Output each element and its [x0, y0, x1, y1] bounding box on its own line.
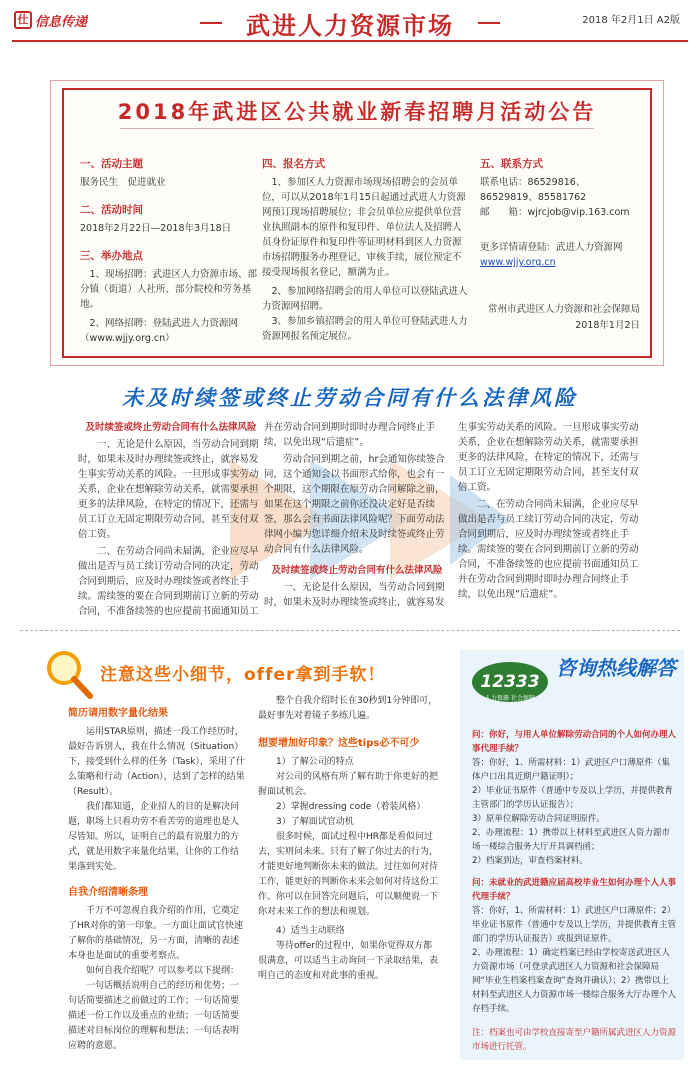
- risk-subheading-1: 及时续签或终止劳动合同有什么法律风险: [85, 422, 257, 433]
- offer-paragraph-5: 一句话概括说明自己的经历和优势；一句话简要描述之前做过的工作；一句话简要描述一份工作以及重点的业绩；一句话简要描述对目标岗位的理解和想法；一句话表明应聘的意愿。: [68, 981, 240, 1051]
- venue-onsite-text: 1、现场招聘：武进区人力资源市场、部分镇（街道）人社所、部分院校和劳务基地。: [80, 269, 258, 310]
- signup-heading: 四、报名方式: [262, 158, 325, 170]
- more-info-label: 更多详情请登陆：武进人力资源网: [480, 242, 623, 253]
- contact-heading: 五、联系方式: [480, 158, 543, 170]
- announcement-column-1: [80, 150, 258, 346]
- contact-phone: 联系电话：86529816、86529819、85581762: [480, 177, 587, 203]
- theme-text: 服务民生 促进就业: [80, 177, 166, 188]
- offer-tip-3: 3）了解面试官动机: [276, 817, 354, 827]
- time-text: 2018年2月22日—2018年3月18日: [80, 223, 232, 234]
- risk-paragraph-1: 一、无论是什么原因，当劳动合同到期时，如果未及时办理续签或终止，就容易发生事实劳动关系的风险。一旦形成事实劳动关系，企业在想解除劳动关系，就需要承担更多的法律风险，在特定的情况下，还需与员工订立无固定期限劳动合同，甚至支付双倍工资。: [78, 439, 259, 540]
- hotline-answer-1-1: 答：你好，1、所需材料：1）武进区户口薄原件（集体户口出具近期户籍证明）；: [472, 758, 670, 782]
- risk-column-3: [458, 420, 644, 604]
- hotline-note: 注：档案也可由学校直接寄至户籍所属武进区人力资源市场进行托管。: [472, 1028, 677, 1052]
- issue-date-page: 2018 年2月1日 A2版: [582, 15, 680, 26]
- hotline-title: 咨询热线解答: [556, 656, 676, 680]
- contact-email: 邮 箱：wjrcjob@vip.163.com: [480, 207, 630, 218]
- offer-heading-intro: 自我介绍清晰条理: [68, 887, 148, 898]
- risk-paragraph-6: 生事实劳动关系的风险。一旦形成事实劳动关系，企业在想解除劳动关系，就需要承担更多的法律风险，在特定的情况下，还需与员工订立无固定期限劳动合同，甚至支付双倍工资。: [458, 422, 639, 493]
- offer-column-1: [68, 702, 246, 1054]
- issue-date: 2018年1月2日: [575, 320, 640, 331]
- theme-heading: 一、活动主题: [80, 158, 143, 170]
- offer-column-2: [258, 696, 440, 984]
- hotline-answer-1-2: 2）毕业证书原件（普通中专及以上学历，并提供教育主管部门的学历认证报告）；: [472, 786, 673, 810]
- hotline-answer-1-5: 2）档案到达，审查档案材料。: [472, 856, 588, 866]
- section-divider: [20, 630, 680, 631]
- risk-column-2: [264, 420, 450, 612]
- offer-paragraph-2: 我们都知道，企业招人的目的是解决问题，职场上只看功劳不看苦劳的道理也是人尽皆知。所以，证明自己的最有说服力的方式，就是用数字来量化结果，让你的工作结果落到实处。: [68, 802, 240, 872]
- signup-text-2: 2、参加网络招聘会的用人单位可以登陆武进人力资源网招聘。: [262, 286, 468, 312]
- risk-column-1: [78, 420, 264, 621]
- announcement-column-3: [480, 150, 640, 270]
- offer-heading-resume: 简历请用数字量化结果: [68, 708, 168, 719]
- hotline-answer-2-2: 2、办理流程：1）确定档案已经由学校寄送武进区人力资源市场（可登录武进区人力资源和社会保障局网“毕业生档案档案查询”查询并确认）；2）携带以上材料至武进区人力资源市场一楼综合服务大厅办理个人存档手续。: [472, 948, 677, 1014]
- newspaper-logo: [14, 10, 87, 30]
- offer-section-title: 注意这些小细节，offer拿到手软！: [100, 665, 386, 685]
- offer-paragraph-1: 运用STAR原则，描述一段工作经历时，最好告诉别人，我在什么情况（Situation）下，接受到什么样的任务（Task），采用了什么策略和行动（Action），达到了怎样的结果（Result）。: [68, 727, 245, 797]
- issuer-name: 常州市武进区人力资源和社会保障局: [487, 304, 640, 315]
- masthead-deco-right: [478, 22, 500, 24]
- time-heading: 二、活动时间: [80, 204, 143, 216]
- risk-paragraph-4: 劳动合同到期之前，hr会通知你续签合同，这个通知会以书面形式给你，也会有一个期限，这个期限在原劳动合同解除之前，如果在这个期限之前你还没决定好是否续签，那么会有书面法律风险呢？下面劳动法律网小编为您详细介绍未及时续签或终止劳动合同有什么法律风险。: [264, 454, 445, 555]
- hotline-question-1: 问：你好，与用人单位解除劳动合同的个人如何办理人事代理手续？: [472, 730, 677, 754]
- logo-mark-icon: 仕: [14, 11, 32, 29]
- hotline-badge-number: 12333: [480, 672, 540, 692]
- offer-paragraph-4: 如何自我介绍呢？可以参考以下提纲：: [86, 966, 240, 976]
- risk-paragraph-7: 二、在劳动合同尚未届满，企业应尽早做出是否与员工续订劳动合同的决定，劳动合同到期后，应及时办理续签或者终止手续。需续签的要在合同到期前订立新的劳动合同，不准备续签的也应提前书面通知员工并在劳动合同到期时即时办理合同终止手续，以免出现“后遗症”。: [458, 499, 639, 600]
- hotline-badge-subtitle: 人力资源 社会保障: [485, 695, 535, 702]
- hotline-answer-2-1: 答：你好，1、所需材料：1）武进区户口薄原件；2）毕业证书原件（普通中专及以上学历，并提供教育主管部门的学历认证报告）或报到证原件。: [472, 906, 677, 944]
- magnifier-icon: [40, 646, 96, 702]
- announcement-signoff: [488, 302, 640, 334]
- offer-paragraph-6: 整个自我介绍时长在30秒到1分钟即可，最好事先对着镜子多练几遍。: [258, 696, 438, 721]
- hotline-12333-logo: [470, 660, 550, 706]
- offer-tip-2: 2）掌握dressing code（着装风格）: [276, 802, 426, 812]
- offer-tip-1: 1）了解公司的特点: [276, 757, 354, 767]
- signup-text-1: 1、参加区人力资源市场现场招聘会的会员单位，可以从2018年1月15日起通过武进人力资源网预订现场招聘展位；非会员单位应提供单位营业执照副本的原件和复印件、单位法人及招聘人员身份证原件和复印件等证明材料到区人力资源市场招聘服务办理登记、审核手续，展位预定不接受现场报名登记，额满为止。: [262, 177, 466, 278]
- masthead-title: 武进人力资源市场: [246, 11, 454, 40]
- hotline-qa: [472, 724, 676, 1054]
- venue-heading: 三、举办地点: [80, 250, 143, 262]
- announcement-title-underline: [120, 128, 594, 129]
- hotline-answer-1-3: 3）原单位解除劳动合同证明原件。: [472, 814, 605, 824]
- offer-paragraph-3: 千万不可忽视自我介绍的作用，它奠定了HR对你的第一印象。一方面让面试官快速了解你的基础情况，另一方面，清晰的表述本身也是面试的重要考察点。: [68, 906, 244, 961]
- offer-heading-tips: 想要增加好印象？这些tips必不可少: [258, 738, 420, 749]
- logo-text: 信息传递: [35, 14, 88, 30]
- offer-tip-4-text: 等待offer的过程中，如果你觉得双方都很满意，可以适当主动询问一下录取结果，表明自己的态度和对此事的重视。: [258, 941, 439, 981]
- hotline-question-2: 问：未就业的武进籍应届高校毕业生如何办理个人人事代理手续？: [472, 878, 677, 902]
- offer-tip-3-text: 很多时候，面试过程中HR都是看似问过去，实则问未来。只有了解了你过去的行为，才能更好地判断你未来的做法。过往如何对待工作，能更好的判断你未来会如何对待这份工作。你可以在回答完问题后，可以顺便说一下你对未来工作的想法和规划。: [258, 832, 439, 917]
- venue-online-text: 2、网络招聘：登陆武进人力资源网（www.wjjy.org.cn）: [80, 318, 239, 344]
- announcement-title: 2018年武进区公共就业新春招聘月活动公告: [117, 100, 597, 124]
- hotline-answer-1-4: 2、办理流程：1）携带以上材料至武进区人资力源市场一楼综合服务大厅开具调档函；: [472, 828, 670, 852]
- risk-paragraph-2: 二、在劳动合同尚未届满，企业应尽早做出是否与员工续订劳动合同的决定，劳动合同到期后，应及时办理续签或者终止手续。需续签的要在合同到期前订立新的劳动合同，不准备续签的也应提前书面通知员工: [78, 546, 259, 617]
- risk-section-title: 未及时续签或终止劳动合同有什么法律风险: [122, 385, 578, 410]
- offer-tip-1-text: 对公司的风格有所了解有助于你更好的把握面试机会。: [258, 772, 439, 797]
- website-link[interactable]: www.wjjy.org.cn: [480, 257, 556, 268]
- masthead-deco-left: [200, 22, 222, 24]
- risk-subheading-2: 及时续签或终止劳动合同有什么法律风险: [271, 565, 443, 576]
- signup-text-3: 3、参加乡镇招聘会的用人单位可登陆武进人力资源网报名预定展位。: [262, 316, 468, 342]
- risk-paragraph-3: 并在劳动合同到期时即时办理合同终止手续，以免出现“后遗症”。: [264, 422, 436, 448]
- announcement-column-2: [262, 150, 468, 344]
- more-info-text: [480, 240, 640, 270]
- header-rule: [12, 40, 688, 42]
- offer-tip-4: 4）适当主动联络: [276, 926, 345, 936]
- risk-paragraph-5: 一、无论是什么原因，当劳动合同到期时，如果未及时办理续签或终止，就容易发: [264, 582, 445, 608]
